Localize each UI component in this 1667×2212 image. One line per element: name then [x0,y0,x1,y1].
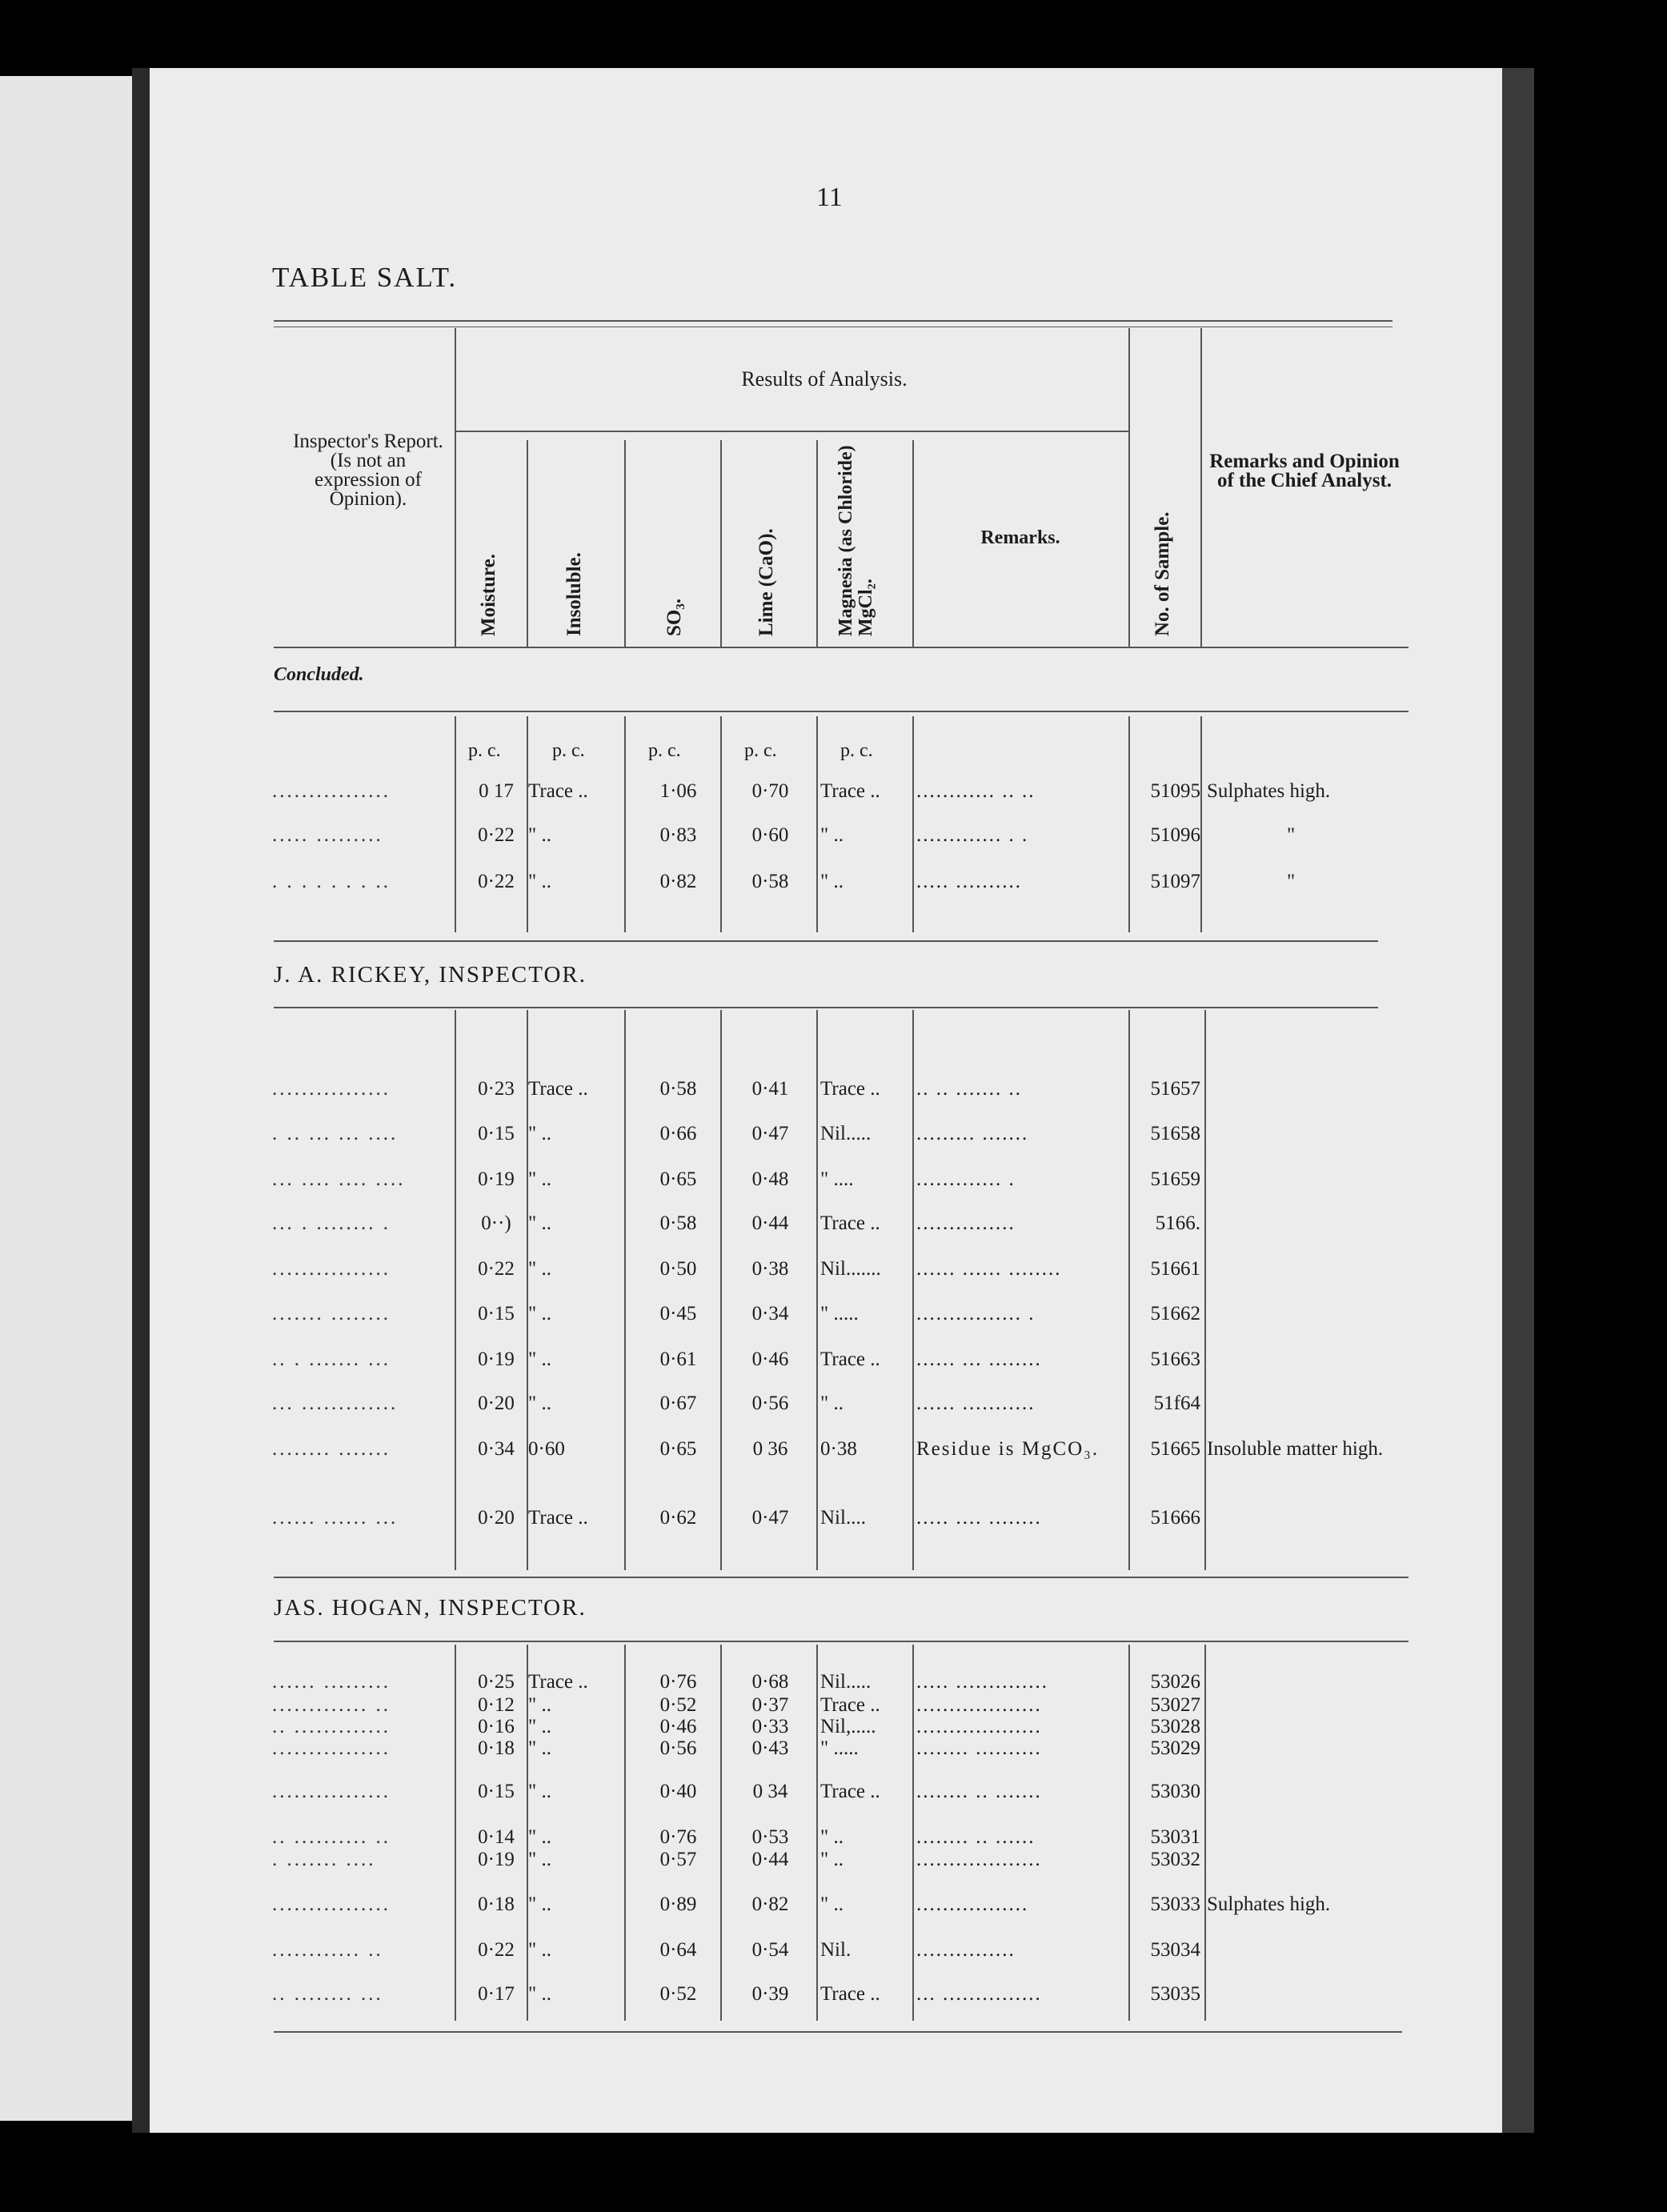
remarks-cell: ......... ....... [916,1123,1029,1144]
magnesia-cell: Trace .. [820,1212,880,1234]
moisture-cell: 0·18 [478,1893,515,1915]
report-cell: ... . ........ . [272,1212,391,1234]
remarks-cell: ... ............... [916,1983,1042,2005]
moisture-cell: 0·16 [478,1716,515,1737]
insoluble-cell: " .. [528,1716,551,1737]
magnesia-cell: Nil..... [820,1123,872,1144]
table-row [272,1078,1409,1102]
inspector-heading: J. A. RICKEY, INSPECTOR. [274,962,587,988]
insoluble-cell: " .. [528,1123,551,1144]
insoluble-cell: " .. [528,1348,551,1370]
insoluble-cell: " .. [528,1212,551,1234]
table-row [272,1438,1409,1462]
report-cell: .. . ....... ... [272,1348,391,1370]
sample-number-cell: 53027 [1150,1694,1200,1716]
unit-label: p. c. [648,740,681,761]
so3-cell: 1·06 [659,780,697,802]
so3-cell: 0·62 [659,1507,697,1529]
table-row [272,1849,1409,1873]
lime-cell: 0 36 [752,1438,788,1460]
lime-cell: 0·43 [751,1737,789,1759]
header-chief-opinion: Remarks and Opinion of the Chief Analyst. [1209,451,1400,491]
sample-number-cell: 5166. [1155,1212,1200,1234]
table-row [272,1507,1409,1531]
moisture-cell: 0·22 [478,1258,515,1280]
header-results-of-analysis: Results of Analysis. [741,367,908,391]
report-cell: ...... ......... [272,1671,391,1693]
report-cell: ................ [272,1781,391,1802]
section-rule [274,1577,1409,1578]
remarks-cell: ............... [916,1939,1016,1961]
magnesia-cell: Nil..... [820,1671,872,1693]
so3-cell: 0·76 [659,1671,697,1693]
sample-number-cell: 53026 [1150,1671,1200,1693]
remarks-cell: ................... [916,1849,1042,1870]
sample-number-cell: 53035 [1150,1983,1200,2005]
table-row [272,1671,1409,1695]
report-cell: ................ [272,1078,391,1100]
so3-cell: 0·76 [659,1826,697,1848]
magnesia-cell: 0·38 [820,1438,857,1460]
insoluble-cell: Trace .. [528,1078,588,1100]
concluded-label: Concluded. [274,664,364,685]
header-inspector-report: Inspector's Report. (Is not an expression of Opinion). [293,431,443,510]
lime-cell: 0·60 [751,824,789,846]
col-divider [912,440,914,648]
magnesia-cell: Nil....... [820,1258,881,1280]
header-moisture: Moisture. [478,554,499,636]
moisture-cell: 0·20 [478,1507,515,1529]
page-number: 11 [816,182,843,212]
remarks-cell: ................ . [916,1303,1036,1324]
sample-number-cell: 51662 [1150,1303,1200,1324]
opinion-cell: Insoluble matter high. [1207,1438,1384,1460]
sample-number-cell: 51663 [1150,1348,1200,1370]
table-row [272,1694,1409,1718]
inspector-heading: JAS. HOGAN, INSPECTOR. [274,1595,587,1621]
table-row [272,1781,1409,1805]
lime-cell: 0·82 [751,1893,789,1915]
unit-label: p. c. [552,740,585,761]
remarks-cell: ...... ........... [916,1393,1036,1414]
unit-label: p. c. [744,740,777,761]
lime-cell: 0·34 [751,1303,789,1324]
adjacent-page-edge [0,76,132,2121]
lime-cell: 0·58 [751,871,789,892]
moisture-cell: 0·18 [478,1737,515,1759]
insoluble-cell: " .. [528,1781,551,1802]
so3-cell: 0·45 [659,1303,697,1324]
insoluble-cell: " .. [528,1737,551,1759]
remarks-cell: Residue is MgCO₃. [916,1438,1100,1460]
remarks-cell: ..... .... ........ [916,1507,1042,1529]
report-cell: ... .... .... .... [272,1168,406,1190]
section-rule [274,940,1378,942]
opinion-cell: Sulphates high. [1207,1893,1331,1915]
opinion-cell: Sulphates high. [1207,780,1331,802]
remarks-cell: .. .. ....... .. [916,1078,1022,1100]
report-cell: .. ............. [272,1716,391,1737]
header-lime: Lime (CaO). [755,528,777,636]
insoluble-cell: " .. [528,871,551,892]
table-row [272,1123,1409,1147]
col-divider [816,440,818,648]
sample-number-cell: 53034 [1150,1939,1200,1961]
remarks-cell: ............. . [916,1168,1016,1190]
moisture-cell: 0·15 [478,1781,515,1802]
report-cell: . .. ... ... .... [272,1123,399,1144]
sample-number-cell: 53029 [1150,1737,1200,1759]
sample-number-cell: 51658 [1150,1123,1200,1144]
report-cell: ............. .. [272,1694,391,1716]
unit-label: p. c. [468,740,501,761]
sample-number-cell: 51666 [1150,1507,1200,1529]
remarks-cell: ..... .............. [916,1671,1048,1693]
lime-cell: 0·47 [751,1123,789,1144]
header-magnesia: Magnesia (as Chloride) MgCl₂. [836,445,876,636]
table-row [272,1168,1409,1192]
table-row [272,1939,1409,1963]
magnesia-cell: Trace .. [820,1348,880,1370]
lime-cell: 0·33 [751,1716,789,1737]
table-row [272,1303,1409,1327]
so3-cell: 0·58 [659,1212,697,1234]
concluded-rule [274,711,1409,712]
remarks-cell: ............... [916,1212,1016,1234]
so3-cell: 0·65 [659,1168,697,1190]
insoluble-cell: Trace .. [528,780,588,802]
magnesia-cell: " .. [820,1849,844,1870]
lime-cell: 0·56 [751,1393,789,1414]
moisture-cell: 0·19 [478,1849,515,1870]
insoluble-cell: " .. [528,1258,551,1280]
moisture-cell: 0·20 [478,1393,515,1414]
sample-number-cell: 51096 [1150,824,1200,846]
magnesia-cell: " .. [820,871,844,892]
insoluble-cell: " .. [528,1939,551,1961]
opinion-cell: " [1287,871,1296,892]
remarks-cell: ............ .. .. [916,780,1036,802]
moisture-cell: 0·19 [478,1168,515,1190]
so3-cell: 0·50 [659,1258,697,1280]
lime-cell: 0·46 [751,1348,789,1370]
moisture-cell: 0·15 [478,1123,515,1144]
lime-cell: 0·47 [751,1507,789,1529]
moisture-cell: 0·17 [478,1983,515,2005]
section-rule [274,1007,1378,1008]
remarks-cell: ........ .. ...... [916,1826,1036,1848]
report-cell: ................ [272,780,391,802]
remarks-cell: ........ .......... [916,1737,1042,1759]
magnesia-cell: " .... [820,1168,854,1190]
remarks-cell: ................... [916,1694,1042,1716]
lime-cell: 0·39 [751,1983,789,2005]
magnesia-cell: Nil. [820,1939,852,1961]
so3-cell: 0·57 [659,1849,697,1870]
magnesia-cell: Nil.... [820,1507,866,1529]
table-bottom-rule [274,2031,1402,2033]
lime-cell: 0·68 [751,1671,789,1693]
moisture-cell: 0·25 [478,1671,515,1693]
table-row [272,1258,1409,1282]
magnesia-cell: " .. [820,1826,844,1848]
results-rule [455,431,1128,432]
table-row [272,824,1409,848]
so3-cell: 0·66 [659,1123,697,1144]
remarks-cell: ........ .. ....... [916,1781,1042,1802]
so3-cell: 0·52 [659,1694,697,1716]
report-cell: . . . . . . . .. [272,871,391,892]
so3-cell: 0·64 [659,1939,697,1961]
magnesia-cell: " .. [820,824,844,846]
remarks-cell: ................. [916,1893,1029,1915]
page-edge-shadow [1502,68,1534,2133]
moisture-cell: 0··) [481,1212,511,1234]
table-row [272,1348,1409,1372]
lime-cell: 0·44 [751,1212,789,1234]
header-bottom-rule [274,647,1409,648]
sample-number-cell: 51665 [1150,1438,1200,1460]
magnesia-cell: Trace .. [820,1781,880,1802]
sample-number-cell: 51661 [1150,1258,1200,1280]
col-divider [1128,328,1130,648]
moisture-cell: 0·34 [478,1438,515,1460]
magnesia-cell: " .. [820,1893,844,1915]
table-row [272,1737,1409,1761]
moisture-cell: 0·12 [478,1694,515,1716]
table-row [272,1393,1409,1417]
sample-number-cell: 51095 [1150,780,1200,802]
header-insoluble: Insoluble. [563,552,585,636]
lime-cell: 0·48 [751,1168,789,1190]
section-rule [274,1641,1409,1642]
insoluble-cell: Trace .. [528,1507,588,1529]
magnesia-cell: Trace .. [820,780,880,802]
report-cell: ........ ....... [272,1438,391,1460]
insoluble-cell: " .. [528,1983,551,2005]
col-divider [624,440,626,648]
table-row [272,871,1409,895]
lime-cell: 0·44 [751,1849,789,1870]
so3-cell: 0·52 [659,1983,697,2005]
sample-number-cell: 53031 [1150,1826,1200,1848]
col-divider [455,328,456,648]
report-cell: .. .......... .. [272,1826,391,1848]
insoluble-cell: Trace .. [528,1671,588,1693]
header-so3: SO₃. [663,598,685,636]
sample-number-cell: 53032 [1150,1849,1200,1870]
sample-number-cell: 53030 [1150,1781,1200,1802]
insoluble-cell: " .. [528,1393,551,1414]
moisture-cell: 0·15 [478,1303,515,1324]
so3-cell: 0·67 [659,1393,697,1414]
report-cell: ................ [272,1893,391,1915]
so3-cell: 0·89 [659,1893,697,1915]
so3-cell: 0·61 [659,1348,697,1370]
report-cell: . ....... .... [272,1849,376,1870]
remarks-cell: ...... ...... ........ [916,1258,1062,1280]
magnesia-cell: Trace .. [820,1694,880,1716]
sample-number-cell: 51f64 [1153,1393,1200,1414]
table-row [272,1716,1409,1740]
sample-number-cell: 51659 [1150,1168,1200,1190]
table-row [272,1212,1409,1236]
insoluble-cell: " .. [528,1893,551,1915]
remarks-cell: ...... ... ........ [916,1348,1042,1370]
sample-number-cell: 53028 [1150,1716,1200,1737]
report-cell: ................ [272,1258,391,1280]
insoluble-cell: " .. [528,1168,551,1190]
lime-cell: 0 34 [752,1781,788,1802]
insoluble-cell: " .. [528,1694,551,1716]
so3-cell: 0·46 [659,1716,697,1737]
insoluble-cell: 0·60 [528,1438,565,1460]
so3-cell: 0·58 [659,1078,697,1100]
remarks-cell: ..... .......... [916,871,1022,892]
moisture-cell: 0·14 [478,1826,515,1848]
report-cell: ............ .. [272,1939,383,1961]
magnesia-cell: Nil,..... [820,1716,876,1737]
page-title: TABLE SALT. [272,262,458,293]
header-no-of-sample: No. of Sample. [1152,511,1173,636]
book-spine [132,68,150,2133]
lime-cell: 0·38 [751,1258,789,1280]
report-cell: ..... ......... [272,824,383,846]
report-cell: ................ [272,1737,391,1759]
remarks-cell: ................... [916,1716,1042,1737]
col-divider [720,440,722,648]
col-divider [1200,328,1202,648]
report-cell: ... ............. [272,1393,399,1414]
insoluble-cell: " .. [528,1303,551,1324]
moisture-cell: 0·22 [478,1939,515,1961]
col-divider [527,440,528,648]
report-cell: ...... ...... ... [272,1507,399,1529]
lime-cell: 0·70 [751,780,789,802]
report-cell: .. ........ ... [272,1983,383,2005]
unit-label: p. c. [840,740,873,761]
moisture-cell: 0 17 [479,780,514,802]
insoluble-cell: " .. [528,1826,551,1848]
so3-cell: 0·56 [659,1737,697,1759]
so3-cell: 0·65 [659,1438,697,1460]
table-row [272,1826,1409,1850]
sample-number-cell: 51657 [1150,1078,1200,1100]
magnesia-cell: " ..... [820,1303,859,1324]
moisture-cell: 0·22 [478,871,515,892]
table-row [272,1893,1409,1917]
opinion-cell: " [1287,824,1296,846]
table-row [272,1983,1409,2007]
moisture-cell: 0·19 [478,1348,515,1370]
sample-number-cell: 53033 [1150,1893,1200,1915]
moisture-cell: 0·22 [478,824,515,846]
lime-cell: 0·41 [751,1078,789,1100]
sample-number-cell: 51097 [1150,871,1200,892]
so3-cell: 0·83 [659,824,697,846]
insoluble-cell: " .. [528,1849,551,1870]
table-row [272,780,1409,804]
so3-cell: 0·40 [659,1781,697,1802]
magnesia-cell: " ..... [820,1737,859,1759]
report-cell: ....... ........ [272,1303,391,1324]
magnesia-cell: Trace .. [820,1983,880,2005]
so3-cell: 0·82 [659,871,697,892]
lime-cell: 0·53 [751,1826,789,1848]
lime-cell: 0·54 [751,1939,789,1961]
header-top-rule [274,320,1393,322]
moisture-cell: 0·23 [478,1078,515,1100]
lime-cell: 0·37 [751,1694,789,1716]
remarks-cell: ............. . . [916,824,1029,846]
header-remarks: Remarks. [980,527,1060,548]
insoluble-cell: " .. [528,824,551,846]
magnesia-cell: Trace .. [820,1078,880,1100]
magnesia-cell: " .. [820,1393,844,1414]
